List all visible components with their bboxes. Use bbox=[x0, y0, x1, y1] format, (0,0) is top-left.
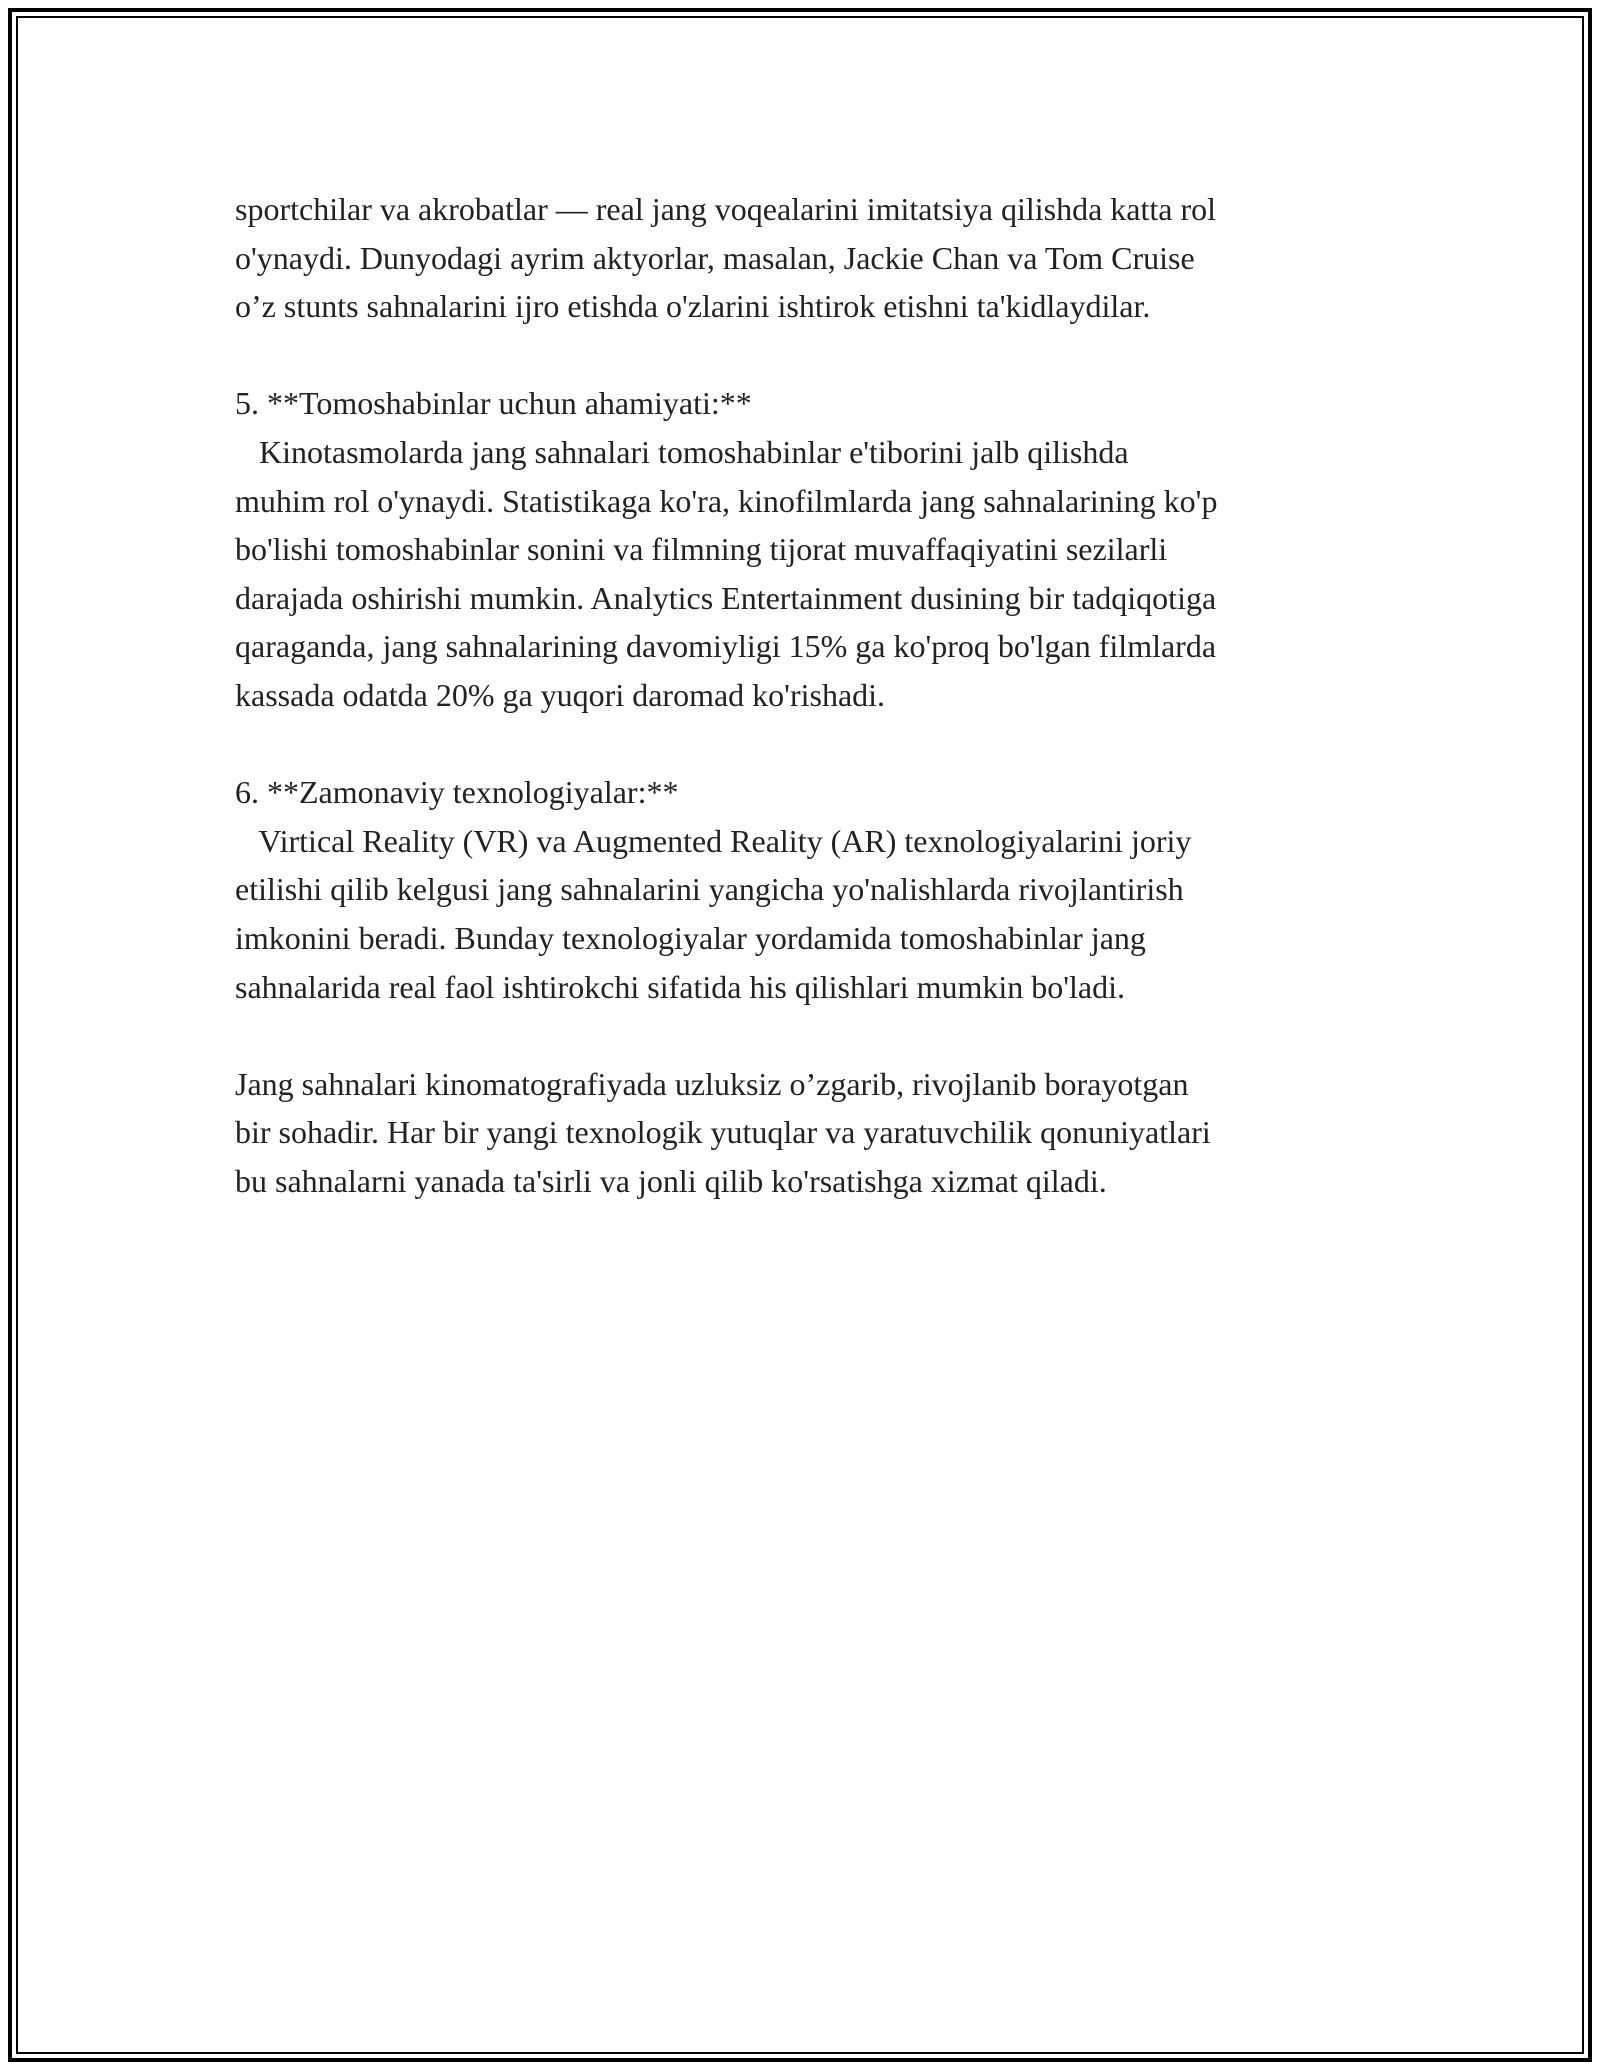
intro-paragraph bbox=[235, 185, 1395, 331]
text-line: kassada odatda 20% ga yuqori daromad ko'rishadi. bbox=[235, 676, 886, 713]
text-line: sahnalarida real faol ishtirokchi sifatida his qilishlari mumkin bo'ladi. bbox=[235, 968, 1125, 1005]
text-line: muhim rol o'ynaydi. Statistikaga ko'ra, kinofilmlarda jang sahnalarining ko'p bbox=[235, 482, 1218, 519]
text-line: o'ynaydi. Dunyodagi ayrim aktyorlar, masalan, Jackie Chan va Tom Cruise bbox=[235, 239, 1195, 276]
section-6 bbox=[235, 768, 1395, 1011]
text-line: Virtical Reality (VR) va Augmented Reality (AR) texnologiyalarini joriy bbox=[235, 822, 1192, 859]
text-line: bir sohadir. Har bir yangi texnologik yutuqlar va yaratuvchilik qonuniyatlari bbox=[235, 1114, 1211, 1151]
text-line: imkonini beradi. Bunday texnologiyalar yordamida tomoshabinlar jang bbox=[235, 919, 1146, 956]
text-line: bu sahnalarni yanada ta'sirli va jonli qilib ko'rsatishga xizmat qiladi. bbox=[235, 1162, 1107, 1199]
section-heading: 5. **Tomoshabinlar uchun ahamiyati:** bbox=[235, 385, 752, 422]
text-line: darajada oshirishi mumkin. Analytics Entertainment dusining bir tadqiqotiga bbox=[235, 579, 1217, 616]
paragraph-spacer bbox=[235, 720, 1395, 769]
paragraph-spacer bbox=[235, 1011, 1395, 1060]
text-line: qaraganda, jang sahnalarining davomiyligi 15% ga ko'proq bo'lgan filmlarda bbox=[235, 628, 1217, 665]
text-line: etilishi qilib kelgusi jang sahnalarini yangicha yo'nalishlarda rivojlantirish bbox=[235, 871, 1184, 908]
paragraph-spacer bbox=[235, 331, 1395, 380]
section-heading: 6. **Zamonaviy texnologiyalar:** bbox=[235, 774, 679, 811]
text-line: bo'lishi tomoshabinlar sonini va filmning tijorat muvaffaqiyatini sezilarli bbox=[235, 531, 1168, 568]
text-line: sportchilar va akrobatlar — real jang voqealarini imitatsiya qilishda katta rol bbox=[235, 191, 1216, 227]
section-5 bbox=[235, 379, 1395, 719]
conclusion-paragraph bbox=[235, 1060, 1395, 1206]
document-body bbox=[235, 185, 1395, 1205]
text-line: o’z stunts sahnalarini ijro etishda o'zlarini ishtirok etishni ta'kidlaydilar. bbox=[235, 288, 1151, 325]
text-line: Kinotasmolarda jang sahnalari tomoshabinlar e'tiborini jalb qilishda bbox=[235, 433, 1129, 470]
text-line: Jang sahnalari kinomatografiyada uzluksiz o’zgarib, rivojlanib borayotgan bbox=[235, 1065, 1189, 1102]
